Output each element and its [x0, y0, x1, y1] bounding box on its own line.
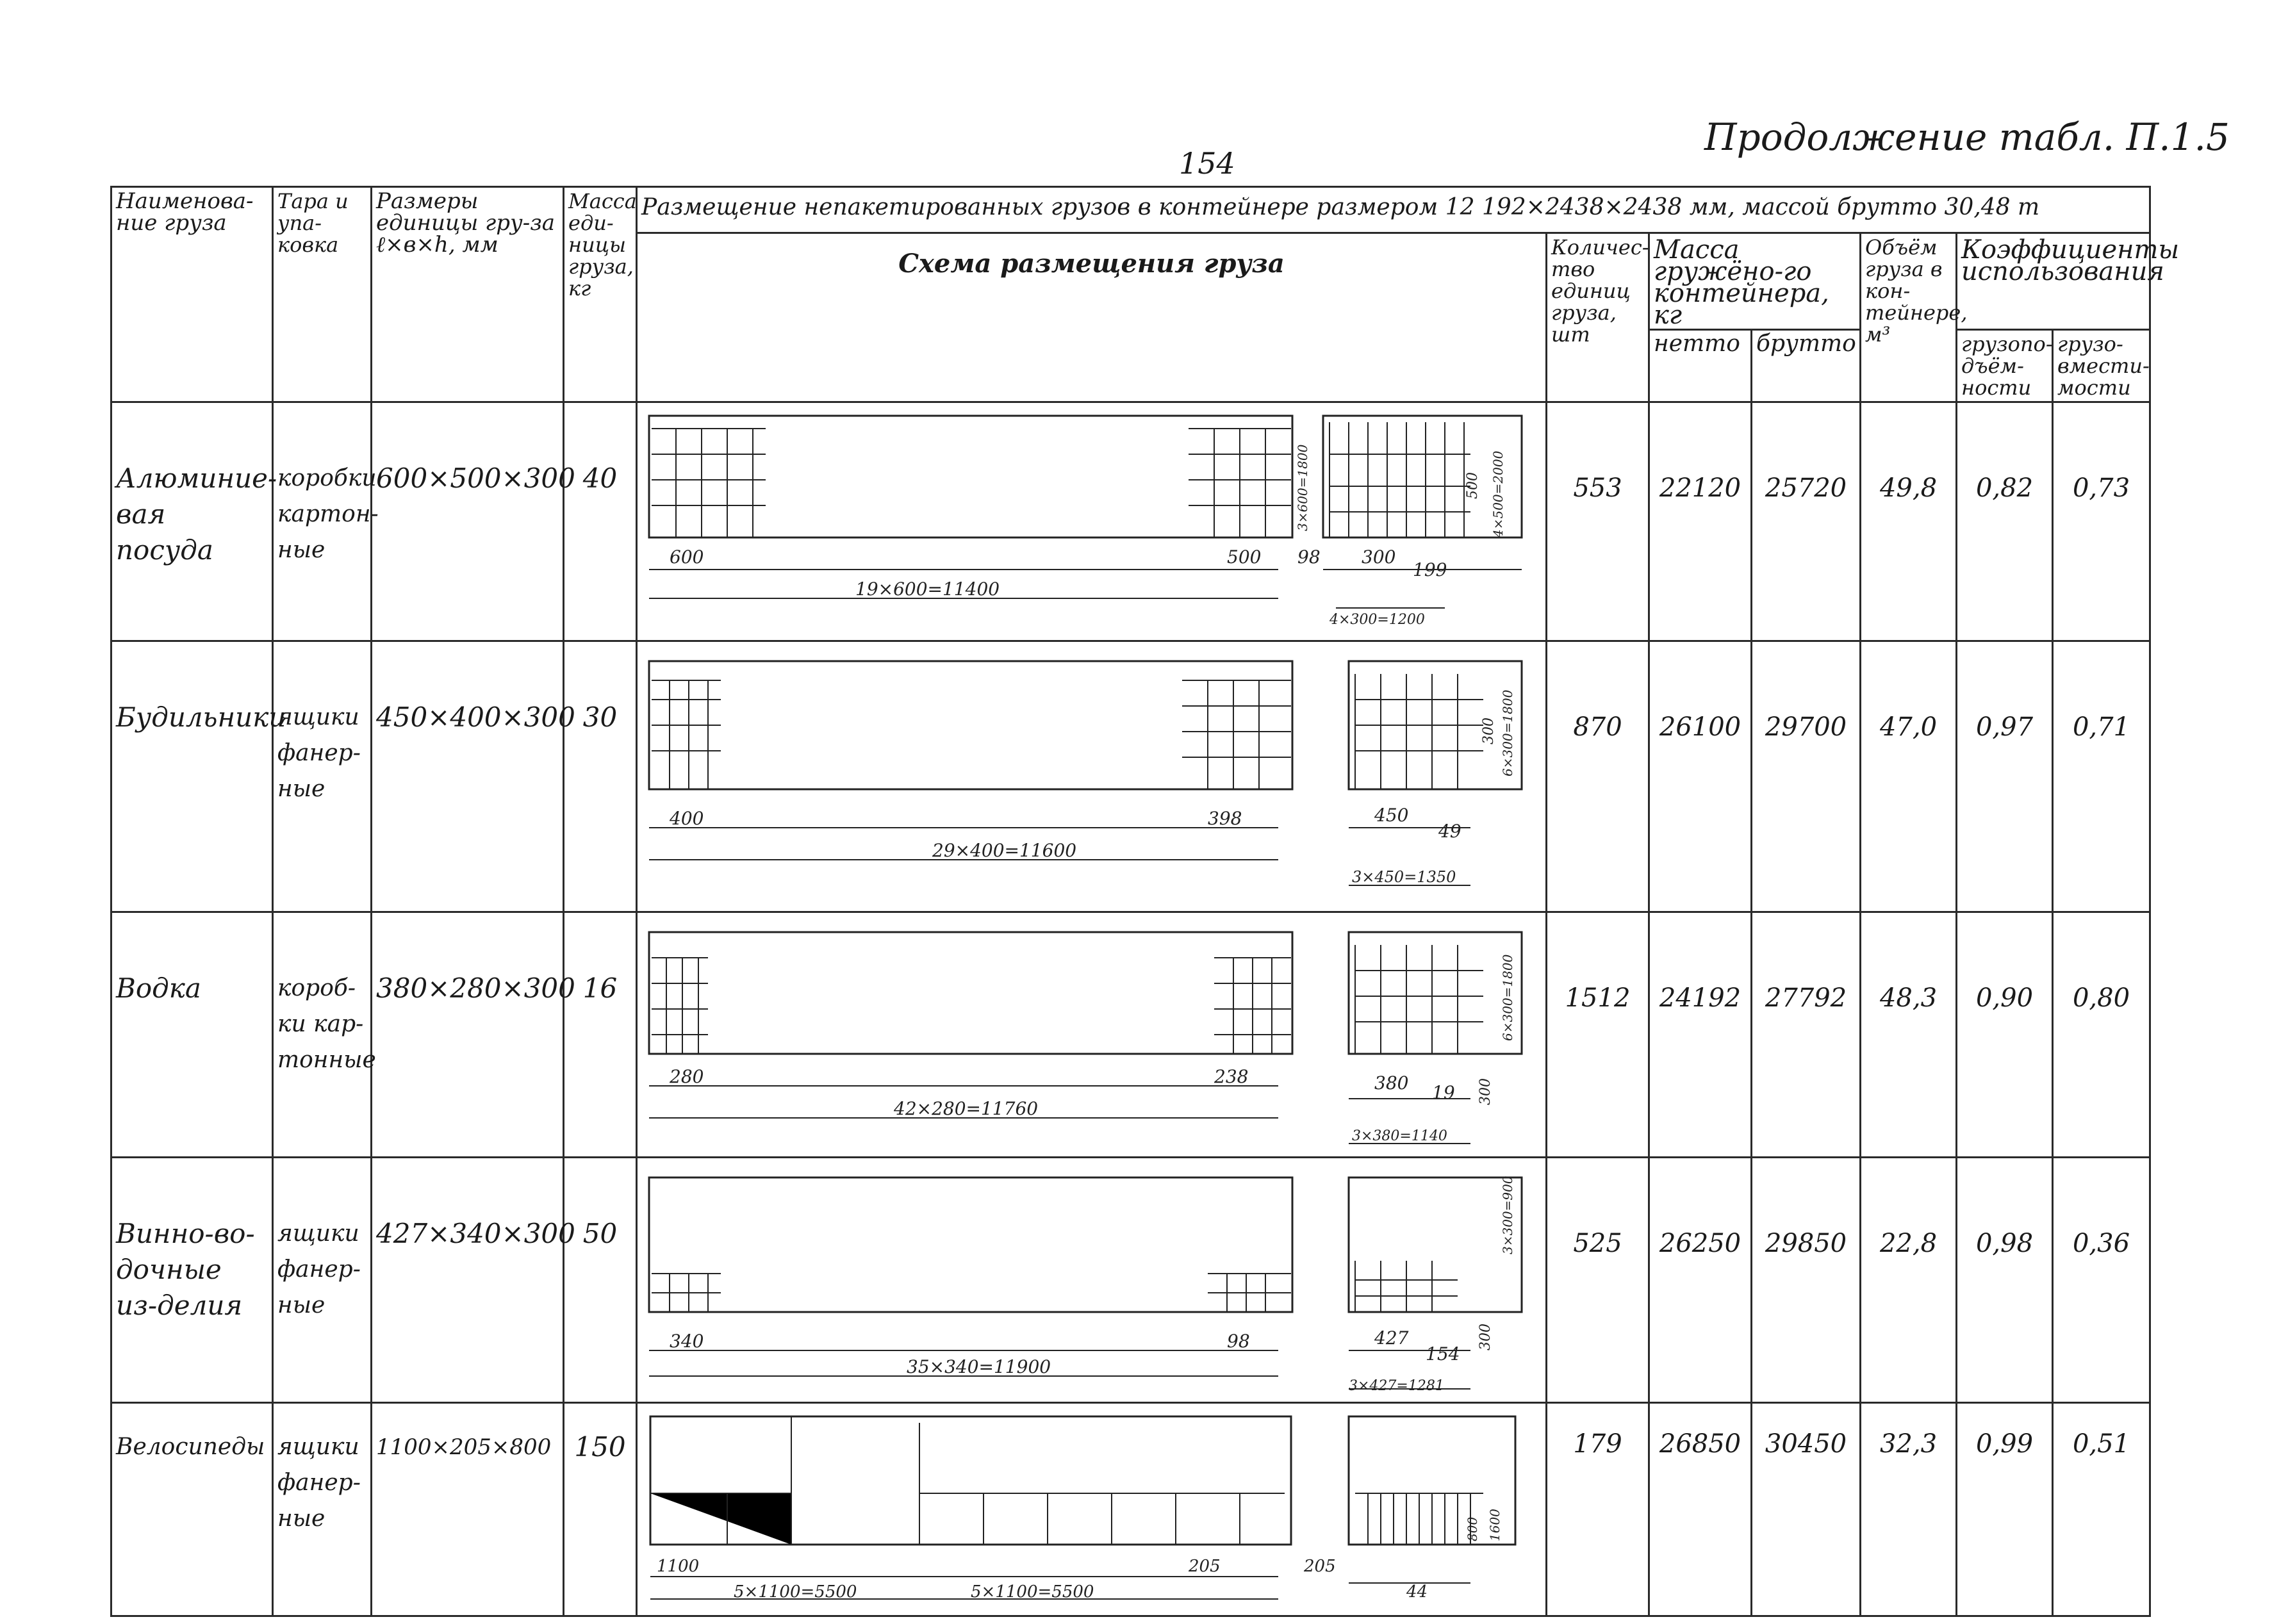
- dim-side-unit: 380: [1374, 1072, 1409, 1094]
- cargo-packaging: короб-ки кар-тонные: [273, 912, 372, 1158]
- dim-total: 35×340=11900: [907, 1356, 1051, 1377]
- dim-unit: 340: [670, 1331, 704, 1352]
- dim-side-remainder: 154: [1426, 1343, 1460, 1365]
- cargo-placement-table: [110, 186, 2180, 1617]
- scheme-drawing: [638, 642, 1547, 911]
- dim-side-total: 4×300=1200: [1329, 612, 1425, 628]
- header-cargo-name: Наименова-ние груза: [111, 187, 273, 402]
- dim-height-total: 3×300=900: [1500, 1176, 1515, 1254]
- coef-capacity: 0,71: [2053, 641, 2150, 912]
- header-net: нетто: [1649, 330, 1752, 402]
- cargo-size: 380×280×300: [372, 912, 564, 1158]
- dim-total-second: 5×1100=5500: [971, 1582, 1094, 1602]
- coef-load: 0,82: [1957, 402, 2053, 641]
- dim-total: 29×400=11600: [932, 840, 1077, 861]
- header-packaging: Тара и упа-ковка: [273, 187, 372, 402]
- dim-side-total: 3×380=1140: [1352, 1128, 1447, 1144]
- dim-total: 5×1100=5500: [734, 1582, 857, 1602]
- cargo-quantity: 870: [1547, 641, 1649, 912]
- cargo-volume: 32,3: [1861, 1403, 1957, 1616]
- header-coef-capacity: грузо-вмести-мости: [2053, 330, 2150, 402]
- header-volume: Объём груза в кон-тейнере, м³: [1861, 233, 1957, 402]
- cargo-name: Водка: [111, 912, 273, 1158]
- dim-side-remainder: 44: [1406, 1582, 1428, 1602]
- placement-scheme: [637, 402, 1547, 641]
- cargo-name: Велосипеды: [111, 1403, 273, 1616]
- placement-scheme: [637, 912, 1547, 1158]
- dim-side-unit: 450: [1374, 805, 1409, 826]
- dim-side-unit: 205: [1304, 1557, 1336, 1576]
- dim-side-remainder: 49: [1438, 821, 1461, 842]
- dim-height: 300: [1478, 1078, 1494, 1105]
- placement-scheme: [637, 1158, 1547, 1403]
- scheme-drawing: [638, 1404, 1547, 1615]
- cargo-packaging: ящики фанер-ные: [273, 1403, 372, 1616]
- coef-capacity: 0,51: [2053, 1403, 2150, 1616]
- mass-net: 24192: [1649, 912, 1752, 1158]
- cargo-packaging: ящики фанер-ные: [273, 641, 372, 912]
- dim-remainder: 500: [1227, 546, 1262, 568]
- mass-net: 26850: [1649, 1403, 1752, 1616]
- cargo-mass: 50: [564, 1158, 637, 1403]
- cargo-name: Будильники: [111, 641, 273, 912]
- cargo-mass: 16: [564, 912, 637, 1158]
- header-mass-group: Масса гружёно-го контейнера, кг: [1649, 233, 1861, 330]
- cargo-quantity: 553: [1547, 402, 1649, 641]
- coef-capacity: 0,73: [2053, 402, 2150, 641]
- header-unit-size: Размеры единицы гру-за ℓ×в×h, мм: [372, 187, 564, 402]
- dim-side-unit: 427: [1374, 1327, 1409, 1349]
- coef-load: 0,97: [1957, 641, 2053, 912]
- header-coef-group: Коэффициенты использования: [1957, 233, 2150, 330]
- table-row: [111, 1403, 2150, 1616]
- scheme-drawing: [638, 913, 1547, 1156]
- coef-capacity: 0,80: [2053, 912, 2150, 1158]
- dim-height: 800: [1465, 1516, 1480, 1541]
- dim-remainder: 398: [1208, 808, 1242, 829]
- dim-side-remainder: 199: [1413, 559, 1447, 580]
- cargo-size: 600×500×300: [372, 402, 564, 641]
- dim-height-alt: 3×600=1800: [1295, 444, 1310, 531]
- cargo-name: Винно-во-дочные из-делия: [111, 1158, 273, 1403]
- header-coef-load: грузопо-дъём-ности: [1957, 330, 2053, 402]
- mass-gross: 29700: [1752, 641, 1861, 912]
- dim-side-total: 3×427=1281: [1349, 1378, 1444, 1394]
- dim-total: 42×280=11760: [894, 1098, 1039, 1119]
- coef-load: 0,98: [1957, 1158, 2053, 1403]
- mass-net: 26100: [1649, 641, 1752, 912]
- dim-unit: 400: [670, 808, 704, 829]
- dim-side-unit: 300: [1362, 546, 1396, 568]
- coef-load: 0,90: [1957, 912, 2053, 1158]
- dim-height-total: 1600: [1487, 1509, 1502, 1541]
- cargo-packaging: ящики фанер-ные: [273, 1158, 372, 1403]
- cargo-quantity: 525: [1547, 1158, 1649, 1403]
- header-unit-mass: Масса еди-ницы груза, кг: [564, 187, 637, 402]
- dim-unit: 1100: [657, 1557, 700, 1576]
- cargo-name: Алюминие-вая посуда: [111, 402, 273, 641]
- header-scheme: Схема размещения груза: [637, 233, 1547, 402]
- dim-total: 19×600=11400: [855, 578, 1000, 600]
- dim-height-total: 6×300=1800: [1500, 954, 1515, 1041]
- dim-side-total: 3×450=1350: [1352, 868, 1456, 886]
- dim-remainder: 98: [1227, 1331, 1250, 1352]
- cargo-size: 1100×205×800: [372, 1403, 564, 1616]
- cargo-volume: 49,8: [1861, 402, 1957, 641]
- dim-98: 98: [1297, 546, 1321, 568]
- cargo-quantity: 179: [1547, 1403, 1649, 1616]
- dim-remainder: 205: [1189, 1557, 1221, 1576]
- scheme-drawing: [638, 403, 1547, 640]
- cargo-packaging: коробки картон-ные: [273, 402, 372, 641]
- dim-height: 300: [1478, 1324, 1494, 1350]
- dim-unit: 280: [670, 1066, 704, 1087]
- dim-height-total: 4×500=2000: [1490, 450, 1506, 537]
- cargo-volume: 22,8: [1861, 1158, 1957, 1403]
- coef-capacity: 0,36: [2053, 1158, 2150, 1403]
- header-quantity: Количес-тво единиц груза, шт: [1547, 233, 1649, 402]
- dim-height-total: 6×300=1800: [1500, 689, 1515, 776]
- header-gross: брутто: [1752, 330, 1861, 402]
- cargo-volume: 47,0: [1861, 641, 1957, 912]
- dim-unit: 600: [670, 546, 704, 568]
- table-row: [111, 402, 2150, 641]
- header-placement-title: Размещение непакетированных грузов в контейнере размером 12 192×2438×2438 мм, массой брутто 30,48 т: [637, 187, 2150, 233]
- cargo-volume: 48,3: [1861, 912, 1957, 1158]
- table-row: [111, 641, 2150, 912]
- dim-remainder: 238: [1214, 1066, 1249, 1087]
- mass-gross: 30450: [1752, 1403, 1861, 1616]
- mass-net: 26250: [1649, 1158, 1752, 1403]
- dim-side-remainder: 19: [1432, 1082, 1455, 1103]
- table-row: [111, 912, 2150, 1158]
- cargo-size: 427×340×300: [372, 1158, 564, 1403]
- mass-net: 22120: [1649, 402, 1752, 641]
- placement-scheme: [637, 641, 1547, 912]
- cargo-mass: 30: [564, 641, 637, 912]
- coef-load: 0,99: [1957, 1403, 2053, 1616]
- cargo-size: 450×400×300: [372, 641, 564, 912]
- page-number: 154: [1179, 146, 1235, 181]
- dim-height: 300: [1481, 718, 1497, 744]
- cargo-mass: 150: [564, 1403, 637, 1616]
- mass-gross: 29850: [1752, 1158, 1861, 1403]
- table-caption: Продолжение табл. П.1.5: [1704, 115, 2230, 159]
- scheme-drawing: [638, 1158, 1547, 1402]
- placement-scheme: [637, 1403, 1547, 1616]
- mass-gross: 25720: [1752, 402, 1861, 641]
- dim-height: 500: [1465, 472, 1481, 499]
- mass-gross: 27792: [1752, 912, 1861, 1158]
- table-row: [111, 1158, 2150, 1403]
- cargo-mass: 40: [564, 402, 637, 641]
- cargo-quantity: 1512: [1547, 912, 1649, 1158]
